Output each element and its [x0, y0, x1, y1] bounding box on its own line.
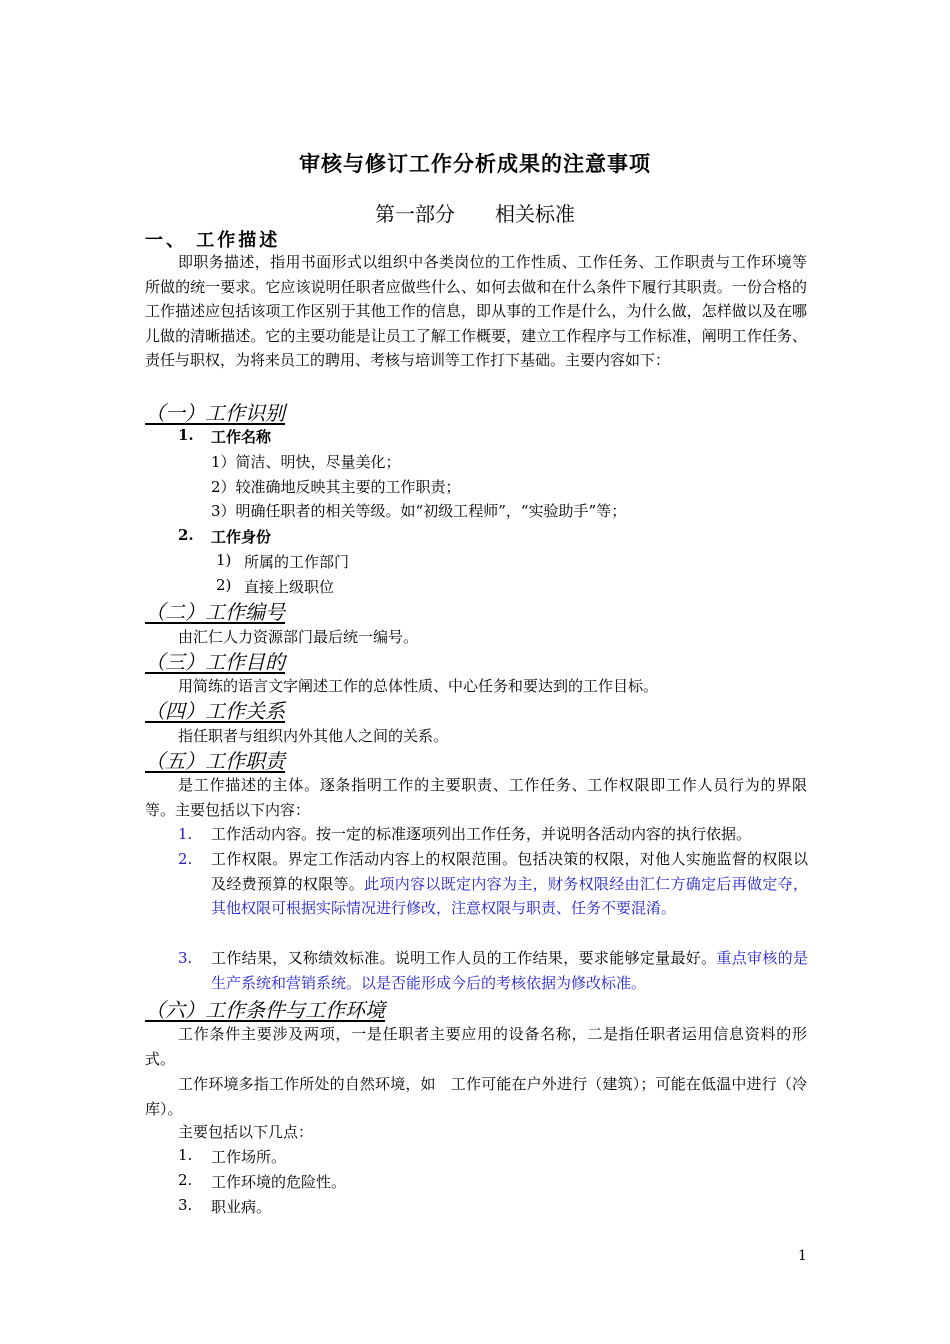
list-item: 职业病。	[211, 1198, 272, 1216]
review-note: 此项内容以既定内容为主，财务权限经由汇仁方确定后再做定夺，其他权限可根据实际情况进行修改，注意权限与职责、任务不要混淆。	[211, 874, 808, 918]
paragraph: 指任职者与组织内外其他人之间的关系。	[178, 727, 449, 745]
list-number: 2.	[178, 1171, 193, 1189]
part-name: 相关标准	[495, 202, 575, 226]
list-number: 2.	[178, 850, 193, 868]
subheading-job-identification: （一）工作识别	[145, 401, 285, 425]
section-heading-job-description: 一、 工作描述	[145, 230, 281, 251]
list-item-text: 工作权限。界定工作活动内容上的权限范围。包括决策的权限，对他人实施监督的权限以及经费预算的权限等。	[211, 850, 808, 893]
list-number: 2.	[178, 526, 194, 544]
paragraph: 工作环境多指工作所处的自然环境，如 工作可能在户外进行（建筑）；可能在低温中进行（冷库）。	[145, 1075, 807, 1118]
list-item: 3）明确任职者的相关等级。如“初级工程师”，“实验助手”等；	[211, 502, 627, 520]
list-number: 1.	[178, 825, 193, 843]
subheading-work-conditions: （六）工作条件与工作环境	[145, 998, 385, 1022]
item-label-job-identity: 工作身份	[211, 528, 272, 546]
list-item: 直接上级职位	[244, 578, 335, 596]
list-item	[178, 822, 808, 847]
list-item: 工作场所。	[211, 1148, 287, 1166]
subheading-job-duties: （五）工作职责	[145, 749, 285, 773]
list-number: 1.	[178, 1146, 193, 1164]
list-item-text: 工作结果，又称绩效标准。说明工作人员的工作结果，要求能够定量最好。	[211, 949, 717, 967]
list-item: 工作环境的危险性。	[211, 1173, 347, 1191]
part-heading	[0, 198, 950, 227]
section-intro-paragraph: 即职务描述，指用书面形式以组织中各类岗位的工作性质、工作任务、工作职责与工作环境等所做的统一要求。它应该说明任职者应做些什么、如何去做和在什么条件下履行其职责。一份合格的工作描述应包括该项工作区别于其他工作的信息，即从事的工作是什么，为什么做，怎样做以及在哪儿做的清晰描述。它的主要功能是让员工了解工作概要，建立工作程序与工作标准，阐明工作任务、责任与职权，为将来员工的聘用、考核与培训等工作打下基础。主要内容如下：	[145, 253, 807, 370]
list-number: 3.	[178, 949, 193, 967]
item-label-job-title: 工作名称	[211, 428, 272, 446]
list-item: 2）较准确地反映其主要的工作职责；	[211, 478, 461, 496]
subheading-job-purpose: （三）工作目的	[145, 650, 285, 674]
list-item: 所属的工作部门	[244, 553, 350, 571]
review-note: 重点审核的是生产系统和营销系统。以是否能形成今后的考核依据为修改标准。	[211, 949, 808, 992]
subheading-job-relations: （四）工作关系	[145, 699, 285, 723]
paragraph: 工作条件主要涉及两项，一是任职者主要应用的设备名称，二是指任职者运用信息资料的形式。	[145, 1025, 807, 1068]
list-item: 1）简洁、明快，尽量美化；	[211, 453, 401, 471]
paragraph: 是工作描述的主体。逐条指明工作的主要职责、工作任务、工作权限即工作人员行为的界限等。主要包括以下内容：	[145, 776, 807, 819]
list-item-text: 工作活动内容。按一定的标准逐项列出工作任务，并说明各活动内容的执行依据。	[211, 825, 752, 843]
document-title: 审核与修订工作分析成果的注意事项	[299, 151, 651, 176]
subheading-job-number: （二）工作编号	[145, 600, 285, 624]
list-number: 1)	[216, 551, 232, 569]
list-number: 2)	[216, 576, 232, 594]
list-item	[178, 946, 808, 995]
paragraph: 主要包括以下几点：	[178, 1123, 314, 1141]
paragraph: 由汇仁人力资源部门最后统一编号。	[178, 628, 419, 646]
list-number: 3.	[178, 1196, 193, 1214]
part-label: 第一部分	[375, 202, 455, 226]
paragraph: 用简练的语言文字阐述工作的总体性质、中心任务和要达到的工作目标。	[178, 677, 659, 695]
list-item	[178, 847, 808, 921]
list-number: 1.	[178, 426, 194, 444]
page-number: 1	[798, 1248, 807, 1264]
